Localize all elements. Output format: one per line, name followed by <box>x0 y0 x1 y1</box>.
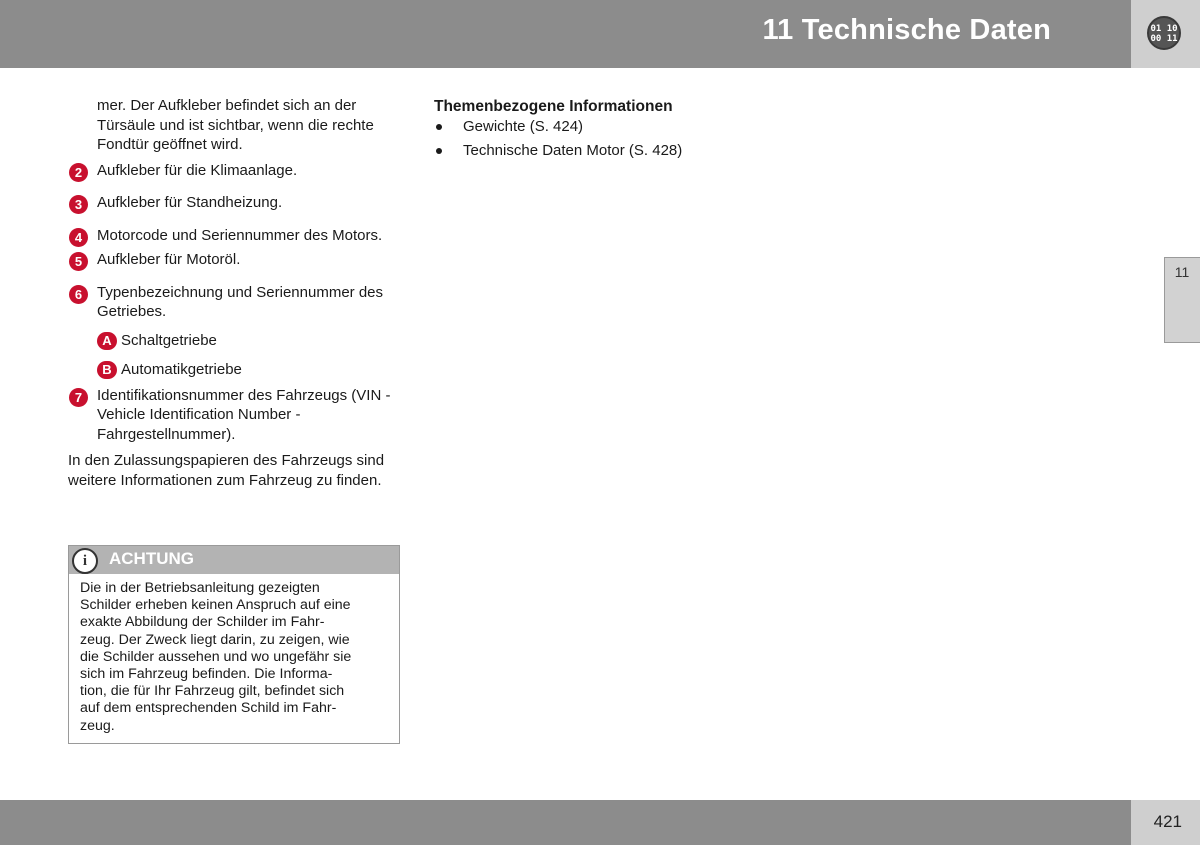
list-item <box>68 161 403 181</box>
list-item-text: Identifikationsnummer des Fahrzeugs (VIN - Vehicle Identification Number - Fahrgestellnummer). <box>97 386 391 443</box>
bullet-icon <box>436 124 442 130</box>
list-item-text: Motorcode und Seriennummer des Motors. <box>97 226 383 244</box>
caution-box <box>68 545 400 744</box>
caution-line: zeug. Der Zweck liegt darin, zu zeigen, wie <box>80 631 350 648</box>
number-badge: 6 <box>69 285 88 304</box>
caution-line: sich im Fahrzeug befinden. Die Informa- <box>80 666 333 683</box>
sub-list-item-text: Automatikgetriebe <box>121 361 242 378</box>
related-link-text: Technische Daten Motor (S. 428) <box>463 142 683 159</box>
header-bar <box>0 0 1131 68</box>
list-item <box>68 193 403 213</box>
list-item <box>68 283 403 322</box>
bullet-icon <box>436 148 442 154</box>
caution-line: zeug. <box>80 717 115 734</box>
caution-line: die Schilder aussehen und wo ungefähr sie <box>80 648 352 665</box>
caution-title: ACHTUNG <box>109 549 194 568</box>
related-link-gewichte[interactable] <box>434 117 764 137</box>
page-number-box <box>1131 800 1200 845</box>
caution-header <box>69 546 399 574</box>
footer-bar <box>0 800 1131 845</box>
chapter-tab[interactable] <box>1164 257 1200 343</box>
related-info-section <box>434 97 764 161</box>
sub-list-item-text: Schaltgetriebe <box>121 331 217 349</box>
body-paragraph: In den Zulassungspapieren des Fahrzeugs sind weitere Informationen zum Fahrzeug zu finden. <box>68 452 385 489</box>
number-badge: 4 <box>69 228 88 247</box>
sub-list-item <box>97 360 403 380</box>
info-icon: i <box>72 548 98 574</box>
letter-badge: A <box>97 332 117 350</box>
related-link-technische-daten-motor[interactable] <box>434 141 764 161</box>
caution-line: auf dem entsprechenden Schild im Fahr- <box>80 700 337 717</box>
list-item-text: Aufkleber für Standheizung. <box>97 194 283 211</box>
related-info-title: Themenbezogene Informationen <box>434 98 673 115</box>
list-item-text: Typenbezeichnung und Seriennummer des Getriebes. <box>97 283 384 320</box>
sub-list-item <box>97 331 403 351</box>
number-badge: 7 <box>69 388 88 407</box>
chapter-title: 11 Technische Daten <box>762 14 1051 46</box>
page-number: 421 <box>1153 812 1182 831</box>
header-icon-box <box>1131 0 1200 68</box>
caution-line: tion, die für Ihr Fahrzeug gilt, befindet sich <box>80 683 345 700</box>
list-item-text: Aufkleber für die Klimaanlage. <box>97 161 298 179</box>
list-item <box>68 250 403 270</box>
continued-text: mer. Der Aufkleber befindet sich an der Türsäule und ist sichtbar, wenn die rechte Fondtür geöffnet wird. <box>97 97 374 153</box>
left-column <box>68 96 403 490</box>
caution-body <box>69 574 399 735</box>
number-badge: 5 <box>69 252 88 271</box>
letter-badge: B <box>97 361 117 379</box>
caution-line: Die in der Betriebsanleitung gezeigten <box>80 580 320 596</box>
caution-line: Schilder erheben keinen Anspruch auf eine <box>80 597 351 614</box>
chapter-tab-label: 11 <box>1174 264 1190 280</box>
list-item-text: Aufkleber für Motoröl. <box>97 251 241 268</box>
icon-binary-text: 01 10 00 11 <box>1150 24 1178 44</box>
technical-data-icon <box>1147 16 1181 50</box>
list-item <box>68 386 403 445</box>
number-badge: 3 <box>69 195 88 214</box>
caution-line: exakte Abbildung der Schilder im Fahr- <box>80 614 325 631</box>
list-item <box>68 226 403 246</box>
related-link-text: Gewichte (S. 424) <box>463 117 584 135</box>
number-badge: 2 <box>69 163 88 182</box>
